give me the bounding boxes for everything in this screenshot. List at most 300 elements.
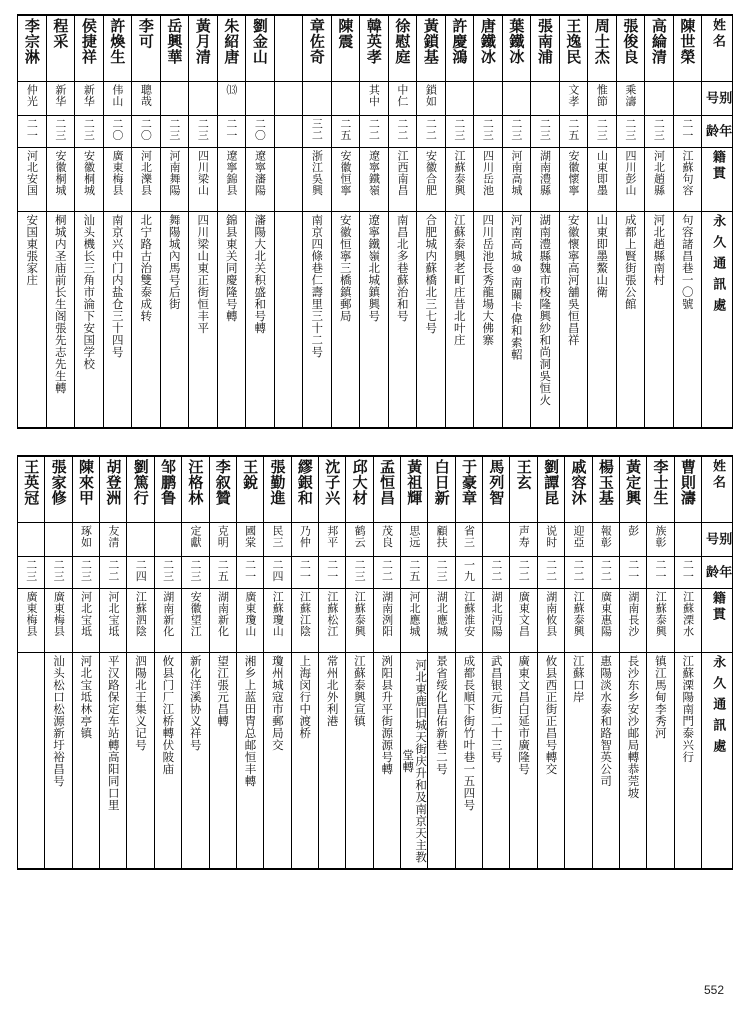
cell-address (592, 653, 619, 870)
cell-address-text: 舞陽城內馬号后街 (167, 214, 182, 310)
cell-native (616, 148, 645, 212)
cell-name (588, 15, 617, 82)
cell-alias-text: 聰哉 (139, 84, 153, 107)
cell-name (189, 15, 218, 82)
cell-address-text: 長沙东乡安沙邮局轉恭莞坡 (626, 655, 641, 799)
cell-age-text: 二五 (216, 559, 230, 582)
cell-age (388, 116, 417, 148)
cell-name-text: 劉篤行 (131, 459, 150, 506)
cell-name-text: 汪格林 (186, 459, 205, 506)
cell-alias-text: 國棠 (243, 525, 257, 548)
cell-age-text: 二三 (82, 118, 96, 141)
cell-address (428, 653, 455, 870)
cell-address (189, 212, 218, 429)
cell-address (445, 212, 474, 429)
cell-native-text: 廣東梅县 (111, 150, 125, 196)
cell-name (388, 15, 417, 82)
cell-alias (72, 523, 99, 557)
cell-name (401, 456, 428, 523)
cell-name (217, 15, 246, 82)
cell-alias-text: 惟節 (595, 84, 609, 107)
cell-address (674, 653, 701, 870)
table-row (18, 15, 733, 82)
cell-alias-text: 友清 (106, 525, 120, 548)
cell-name (373, 456, 400, 523)
cell-alias-text: 其中 (367, 84, 381, 107)
cell-age-text: 二三 (196, 118, 210, 141)
cell-alias-text: 说时 (544, 525, 558, 548)
cell-name (360, 15, 389, 82)
cell-alias (209, 523, 236, 557)
cell-age-text: 一九 (462, 559, 476, 582)
cell-age (246, 116, 275, 148)
cell-name (474, 15, 503, 82)
cell-address-text: 常州北外利港 (325, 655, 340, 727)
cell-native (510, 589, 537, 653)
cell-alias (331, 82, 360, 116)
cell-native-text: 河北濼县 (139, 150, 153, 196)
cell-alias (428, 523, 455, 557)
cell-alias (75, 82, 104, 116)
cell-name-text: 陳世榮 (678, 18, 697, 65)
cell-age (189, 116, 218, 148)
cell-name (100, 456, 127, 523)
row-label-name (702, 15, 733, 82)
cell-native-text: 遼寧瀋陽 (253, 150, 267, 196)
cell-native (346, 589, 373, 653)
cell-native-text: 安徽合肥 (424, 150, 438, 196)
row-label-name (702, 456, 733, 523)
cell-age (360, 116, 389, 148)
cell-native-text: 四川岳池 (481, 150, 495, 196)
cell-age (303, 116, 332, 148)
cell-address-text: 汕头松口松源新圩裕昌号 (51, 655, 66, 787)
cell-alias (417, 82, 446, 116)
cell-alias-text: 省三 (462, 525, 476, 548)
cell-address (647, 653, 674, 870)
cell-native-text: 江蘇句容 (681, 150, 695, 196)
cell-native (588, 148, 617, 212)
cell-native (388, 148, 417, 212)
cell-address-text: 洌阳县升平街源源号轉 (380, 655, 395, 775)
cell-age (274, 116, 303, 148)
cell-name (565, 456, 592, 523)
cell-age-text: 二〇 (253, 118, 267, 141)
cell-alias (100, 523, 127, 557)
cell-alias-text: 声寿 (517, 525, 531, 548)
cell-address-text: 南京四條巷仁壽里三十二号 (310, 214, 325, 358)
cell-native-text: 安徽桐城 (82, 150, 96, 196)
cell-native (154, 589, 181, 653)
cell-native (318, 589, 345, 653)
cell-name-text: 岳興華 (165, 18, 184, 65)
cell-name (46, 15, 75, 82)
cell-age-text: 二三 (652, 118, 666, 141)
cell-native-text: 四川彭山 (624, 150, 638, 196)
cell-native (445, 148, 474, 212)
cell-address (510, 653, 537, 870)
cell-age-text: 二二 (599, 559, 613, 582)
cell-age-text: 二三 (53, 118, 67, 141)
cell-age-text: 二三 (79, 559, 93, 582)
cell-age-text: 二五 (338, 118, 352, 141)
cell-age (510, 557, 537, 589)
cell-name-text: 李士生 (651, 459, 670, 506)
cell-age-text: 二三 (481, 118, 495, 141)
cell-alias (264, 523, 291, 557)
cell-address (616, 212, 645, 429)
cell-native-text: 江蘇泗陰 (134, 591, 148, 637)
cell-name (160, 15, 189, 82)
cell-alias (559, 82, 588, 116)
cell-age (346, 557, 373, 589)
cell-native-text: 江西南昌 (396, 150, 410, 196)
cell-age (127, 557, 154, 589)
cell-native-text: 湖南攸县 (544, 591, 558, 637)
cell-name (132, 15, 161, 82)
cell-age (647, 557, 674, 589)
cell-age (455, 557, 482, 589)
cell-address-text: 遼寧鐵嶺北城鎮興号 (367, 214, 382, 322)
roster-table-top (17, 14, 733, 429)
cell-address (318, 653, 345, 870)
row-label-text: 年龄 (703, 565, 732, 581)
cell-name (346, 456, 373, 523)
cell-name (209, 456, 236, 523)
cell-name (45, 456, 72, 523)
row-label-text: 年龄 (703, 124, 732, 140)
cell-address (474, 212, 503, 429)
cell-name-text: 沈子兴 (323, 459, 342, 506)
cell-name (18, 456, 45, 523)
cell-alias (46, 82, 75, 116)
cell-address-text: 上海闵行中渡桥 (298, 655, 313, 739)
cell-age-text: 二五 (407, 559, 421, 582)
cell-alias (132, 82, 161, 116)
cell-name (647, 456, 674, 523)
cell-native (647, 589, 674, 653)
cell-name-text: 張俊良 (621, 18, 640, 65)
cell-address (45, 653, 72, 870)
cell-alias (474, 82, 503, 116)
cell-alias-text: 乃仲 (298, 525, 312, 548)
cell-age-text: 二一 (626, 559, 640, 582)
cell-alias (510, 523, 537, 557)
cell-name-text: 劉譚昆 (542, 459, 561, 506)
cell-address-text: 攸县门厂江桥轉伏陂庙 (161, 655, 176, 775)
cell-address (303, 212, 332, 429)
cell-name-text: 孟恒昌 (377, 459, 396, 506)
cell-name-text: 馬列智 (487, 459, 506, 506)
cell-age (674, 557, 701, 589)
cell-age (401, 557, 428, 589)
cell-name-text: 程采 (51, 18, 70, 49)
cell-address-text: 南京兴中门内盐仓三十四号 (110, 214, 125, 358)
cell-address (401, 653, 428, 870)
cell-address (619, 653, 646, 870)
cell-address-text: 望江張元昌轉 (216, 655, 231, 727)
row-label-address (702, 212, 733, 429)
cell-age-text: 二〇 (139, 118, 153, 141)
cell-age (502, 116, 531, 148)
cell-name (645, 15, 674, 82)
cell-address-text: 泗陽北王集义记号 (134, 655, 149, 751)
cell-age-text: 二三 (52, 559, 66, 582)
cell-address (46, 212, 75, 429)
cell-name (445, 15, 474, 82)
cell-age (182, 557, 209, 589)
cell-age-text: 二四 (134, 559, 148, 582)
cell-address (274, 212, 303, 429)
cell-alias-text: 中仁 (395, 84, 409, 107)
cell-age-text: 二二 (395, 118, 409, 141)
cell-native (132, 148, 161, 212)
cell-native-text: 江蘇松江 (325, 591, 339, 637)
cell-age-text: 二三 (623, 118, 637, 141)
cell-native-text: 江蘇淮安 (462, 591, 476, 637)
cell-name-text: 侯捷祥 (79, 18, 98, 65)
cell-age-text: 二一 (224, 118, 238, 141)
cell-address (264, 653, 291, 870)
cell-age (616, 116, 645, 148)
cell-native-text: 安徽望江 (189, 591, 203, 637)
cell-native-text: 河南舞陽 (168, 150, 182, 196)
cell-name-text: 戚容沐 (569, 459, 588, 506)
row-label-text: 姓名 (710, 18, 726, 50)
cell-alias (182, 523, 209, 557)
cell-name-text: 王銳 (241, 459, 260, 490)
cell-alias (291, 523, 318, 557)
cell-native (537, 589, 564, 653)
row-label-text: 姓名 (710, 459, 726, 491)
cell-name (616, 15, 645, 82)
cell-alias (45, 523, 72, 557)
cell-address-text: 安国東張家庄 (25, 214, 40, 286)
cell-native-text: 廣東文昌 (517, 591, 531, 637)
cell-address-text: 平汉路保定车站轉高阳同口里 (106, 655, 121, 811)
page-number: 552 (703, 983, 724, 997)
cell-native-text: 湖北沔陽 (490, 591, 504, 637)
cell-name-text: 張勤進 (268, 459, 287, 506)
cell-age (417, 116, 446, 148)
cell-age (373, 557, 400, 589)
cell-name (246, 15, 275, 82)
cell-address (72, 653, 99, 870)
cell-alias (274, 82, 303, 116)
cell-address-text: 惠陽淡水泰和路智英公司 (599, 655, 614, 787)
cell-alias (236, 523, 263, 557)
cell-address (502, 212, 531, 429)
cell-age-text: 二一 (325, 559, 339, 582)
cell-native (619, 589, 646, 653)
cell-name-text: 黃月清 (193, 18, 212, 65)
cell-alias-text: 報彰 (599, 525, 613, 548)
roster-table-bottom (17, 455, 733, 870)
cell-age-text: 二三 (167, 118, 181, 141)
cell-address-text: 成都上賢街張公館 (623, 214, 638, 310)
cell-native (182, 589, 209, 653)
cell-native (673, 148, 702, 212)
cell-name-text: 唐鐵冰 (478, 18, 497, 65)
cell-address (182, 653, 209, 870)
cell-alias (647, 523, 674, 557)
cell-native (46, 148, 75, 212)
cell-name-text: 邱大材 (350, 459, 369, 506)
cell-address (217, 212, 246, 429)
cell-age-text: 二三 (188, 559, 202, 582)
cell-native-text: 河北宝坻 (107, 591, 121, 637)
cell-age-text: 二三 (435, 559, 449, 582)
cell-age-text: 二一 (681, 559, 695, 582)
cell-address-text: 江蘇溧陽南門泰兴行 (681, 655, 696, 763)
cell-alias (18, 82, 47, 116)
cell-name-text: 張家修 (49, 459, 68, 506)
cell-alias (127, 523, 154, 557)
row-label-age (702, 557, 733, 589)
cell-age (331, 116, 360, 148)
cell-age (474, 116, 503, 148)
cell-age-text: 二三 (509, 118, 523, 141)
cell-native (455, 589, 482, 653)
cell-native (209, 589, 236, 653)
cell-address-text: 镇江馬甸李秀河 (653, 655, 668, 739)
cell-native-text: 湖南新化 (161, 591, 175, 637)
cell-age (645, 116, 674, 148)
cell-alias-text: 乘濤 (623, 84, 637, 107)
cell-age (75, 116, 104, 148)
cell-age (236, 557, 263, 589)
cell-alias-text: 思远 (407, 525, 421, 548)
cell-alias-text: 迎亞 (571, 525, 585, 548)
table-row (18, 456, 733, 523)
cell-native (189, 148, 218, 212)
cell-native (264, 589, 291, 653)
cell-native (291, 589, 318, 653)
cell-native-text: 河北安国 (25, 150, 39, 196)
cell-alias-text: 茂良 (380, 525, 394, 548)
cell-age (18, 116, 47, 148)
cell-name-text: 劉金山 (250, 18, 269, 65)
cell-age (160, 116, 189, 148)
cell-address-text: 桐城内圣庙前长生阁張先志先生轉 (53, 214, 68, 394)
cell-name (537, 456, 564, 523)
cell-native-text: 湖南洌阳 (380, 591, 394, 637)
cell-name-text: 曹則濤 (678, 459, 697, 506)
cell-age (559, 116, 588, 148)
cell-name (531, 15, 560, 82)
cell-name-text: 許慶鴻 (450, 18, 469, 65)
cell-address (154, 653, 181, 870)
cell-address (455, 653, 482, 870)
row-label-text: 籍貫 (709, 591, 725, 623)
table-row (18, 557, 733, 589)
cell-age-text: 二三 (452, 118, 466, 141)
cell-alias (588, 82, 617, 116)
cell-name (417, 15, 446, 82)
cell-name (483, 456, 510, 523)
cell-age-text: 二二 (544, 559, 558, 582)
cell-name-text: 黃祖輝 (405, 459, 424, 506)
cell-alias (360, 82, 389, 116)
cell-alias (502, 82, 531, 116)
cell-age-text: 二二 (367, 118, 381, 141)
cell-address (531, 212, 560, 429)
cell-alias (537, 523, 564, 557)
cell-address (209, 653, 236, 870)
cell-age (428, 557, 455, 589)
cell-native-text: 遼寧鐵嶺 (367, 150, 381, 196)
cell-alias (619, 523, 646, 557)
cell-native-text: 安徽懷寧 (567, 150, 581, 196)
cell-name-text: 陳來甲 (76, 459, 95, 506)
cell-native (502, 148, 531, 212)
cell-alias-text: 民三 (271, 525, 285, 548)
cell-age (209, 557, 236, 589)
cell-name (274, 15, 303, 82)
cell-age-text: 二一 (654, 559, 668, 582)
cell-name (127, 456, 154, 523)
cell-alias (318, 523, 345, 557)
cell-name-text: 張南浦 (535, 18, 554, 65)
cell-age (619, 557, 646, 589)
cell-age (592, 557, 619, 589)
cell-address-text: 安徽懷寧高河舖吳恒昌祥 (566, 214, 581, 346)
cell-address (18, 212, 47, 429)
cell-address (75, 212, 104, 429)
row-label-age (702, 116, 733, 148)
cell-alias-text: ⒀ (224, 84, 238, 96)
cell-address-text: 四川梁山東正街恒丰平 (196, 214, 211, 334)
cell-age-text: 二四 (271, 559, 285, 582)
cell-name (592, 456, 619, 523)
cell-address (160, 212, 189, 429)
cell-native-text: 湖南長沙 (626, 591, 640, 637)
cell-alias (674, 523, 701, 557)
cell-native-text: 遼寧錦县 (225, 150, 239, 196)
cell-native (592, 589, 619, 653)
cell-native (18, 148, 47, 212)
cell-native (428, 589, 455, 653)
cell-address-text: 江蘇泰興老町庄昔北叶庄 (452, 214, 467, 346)
cell-address-text: 廣東文昌白延市廣隆号 (517, 655, 532, 775)
cell-address-text: 河北東鹿旧城天街庆升和及南京天主教堂轉 (401, 659, 429, 863)
cell-address-text: 新化洋溪协义祥号 (188, 655, 203, 751)
cell-age-text: 二一 (25, 118, 39, 141)
cell-native (100, 589, 127, 653)
cell-alias (401, 523, 428, 557)
cell-native (360, 148, 389, 212)
cell-address-text: 瀋陽大北关积盛和号轉 (253, 214, 268, 334)
cell-alias-text: 琢如 (79, 525, 93, 548)
cell-address (236, 653, 263, 870)
cell-alias (565, 523, 592, 557)
cell-alias-text: 顧扶 (435, 525, 449, 548)
cell-native-text: 廣東惠陽 (599, 591, 613, 637)
table-row (18, 212, 733, 429)
cell-address-text: 南昌北多巷蘇治和号 (395, 214, 410, 322)
table-row (18, 148, 733, 212)
table-row (18, 82, 733, 116)
cell-age-text: 三二 (310, 118, 324, 141)
cell-native (18, 589, 45, 653)
cell-native (645, 148, 674, 212)
cell-age-text: 二三 (538, 118, 552, 141)
cell-native (483, 589, 510, 653)
cell-name (428, 456, 455, 523)
cell-native (72, 589, 99, 653)
cell-name-text: 許煥生 (108, 18, 127, 65)
cell-name-text: 王英冠 (22, 459, 41, 506)
